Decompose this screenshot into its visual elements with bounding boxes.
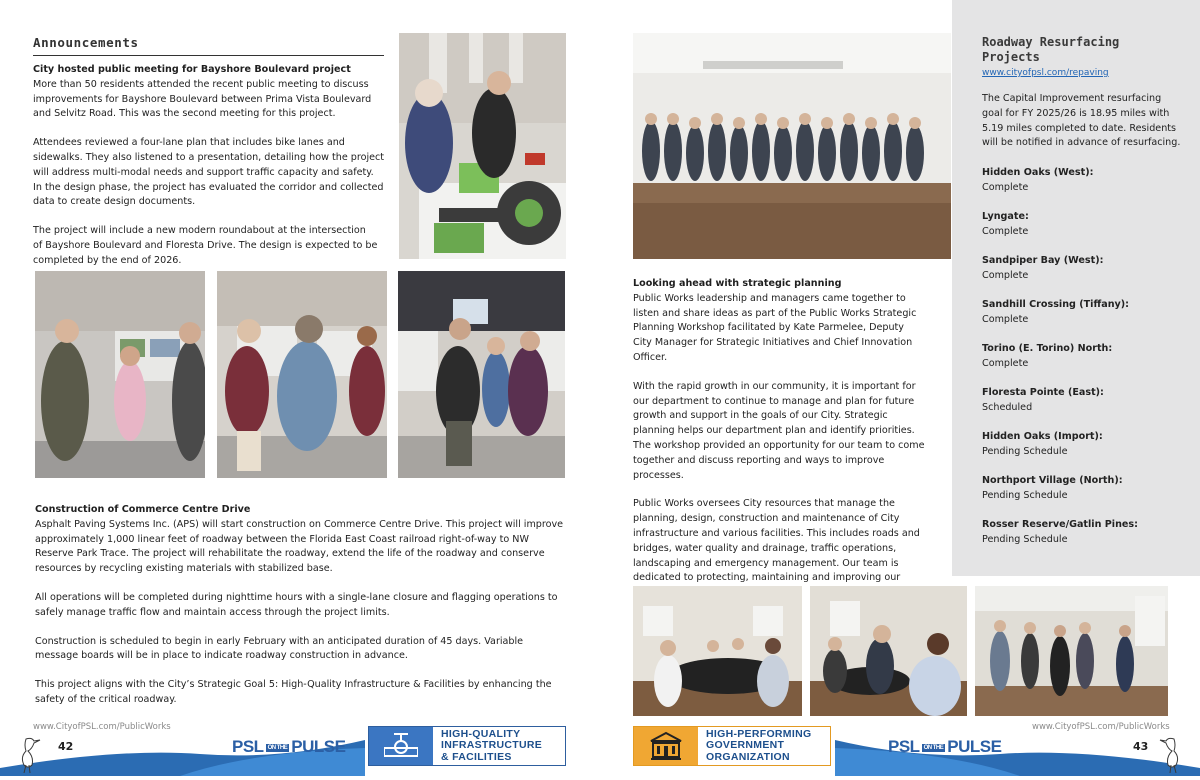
planning-heading: Looking ahead with strategic planning (633, 278, 842, 289)
photo-group-staff (633, 33, 951, 259)
section-rule (33, 55, 384, 56)
resurfacing-item-status: Complete (982, 314, 1029, 326)
resurfacing-item-name: Lyngate: (982, 211, 1029, 223)
photo-meeting-boards-3 (398, 271, 565, 478)
planning-para-2: With the rapid growth in our community, it is important for our department to continue to manage and plan for future growth and support in the goals of our City. Strategic planning helps our department plan and identify priorities. The workshop provided an opportunity for our team to come together and discuss reporting and ways to improve processes. (633, 380, 925, 481)
bayshore-para-2-line-5: data to create design documents. (33, 196, 196, 208)
goal-badge-infrastructure (368, 726, 566, 766)
photo-meeting-boards-2 (217, 271, 387, 478)
resurfacing-intro: The Capital Improvement resurfacing goal for FY 2025/26 is 18.95 miles with 5.19 miles completed to date. Residents will be notified in advance of resurfacing. (982, 93, 1181, 149)
commerce-heading: Construction of Commerce Centre Drive (35, 504, 251, 515)
resurfacing-list (982, 165, 1182, 547)
logo-on-the: ON THE (267, 744, 288, 751)
bayshore-para-2-line-3: will address multi-modal needs and support traffic capacity and safety. (33, 166, 374, 178)
resurfacing-item-status: Complete (982, 270, 1029, 282)
section-title-announcements: Announcements (33, 35, 139, 50)
badge-label-line-1: HIGH-QUALITY (441, 727, 521, 740)
resurfacing-item-name: Northport Village (North): (982, 475, 1123, 487)
photo-workshop-table-2 (810, 586, 967, 716)
resurfacing-item-name: Floresta Pointe (East): (982, 387, 1104, 399)
heron-icon (1158, 735, 1190, 773)
photo-roundabout-model (399, 33, 566, 259)
badge-label-line-3: & FACILITIES (441, 750, 512, 763)
resurfacing-item-name: Torino (E. Torino) North: (982, 343, 1113, 355)
resurfacing-item-status: Pending Schedule (982, 534, 1068, 546)
resurfacing-item-status: Pending Schedule (982, 446, 1068, 458)
goal-badge-government (633, 726, 831, 766)
badge-label-line-2: INFRASTRUCTURE (441, 739, 543, 752)
badge-label-line-3: ORGANIZATION (706, 750, 790, 763)
city-hall-icon (634, 727, 698, 765)
resurfacing-item (982, 253, 1182, 283)
page-number-right: 43 (1133, 740, 1149, 753)
resurfacing-item (982, 165, 1182, 195)
page-number-left: 42 (58, 740, 74, 753)
badge-label-line-2: GOVERNMENT (706, 739, 785, 752)
psl-pulse-logo-right (888, 737, 1001, 757)
bayshore-heading: City hosted public meeting for Bayshore Boulevard project (33, 64, 351, 75)
resurfacing-item (982, 341, 1182, 371)
bayshore-para-2-line-1: Attendees reviewed a four-lane plan that includes bike lanes and (33, 137, 345, 149)
footer-url-right[interactable]: www.CityofPSL.com/PublicWorks (1032, 722, 1170, 732)
resurfacing-item-name: Hidden Oaks (Import): (982, 431, 1103, 443)
logo-pulse: PULSE (291, 737, 346, 756)
commerce-para-4: This project aligns with the City’s Strategic Goal 5: High-Quality Infrastructure & Facilities by enhancing the safety of the critical roadway. (35, 679, 552, 705)
resurfacing-item-name: Rosser Reserve/Gatlin Pines: (982, 519, 1138, 531)
resurfacing-title: Roadway Resurfacing Projects (982, 35, 1120, 64)
photo-meeting-boards-1 (35, 271, 205, 478)
badge-label-infrastructure (433, 729, 542, 764)
bayshore-para-1: More than 50 residents attended the recent public meeting to discuss improvements for Bayshore Boulevard between Prima Vista Boulevard and Selvitz Road. This was the second meeting for this project. (33, 78, 372, 120)
resurfacing-item-name: Hidden Oaks (West): (982, 167, 1094, 179)
resurfacing-item (982, 297, 1182, 327)
resurfacing-item-status: Pending Schedule (982, 490, 1068, 502)
commerce-para-1: Asphalt Paving Systems Inc. (APS) will start construction on Commerce Centre Drive. This project will improve approximately 1,000 linear feet of roadway between the Florida East Coast railroad right-of-way to NW Reserve Park Trace. The project will rehabilitate the roadway, extend the life of the roadway and conserve resources by recycling existing materials with stabilized base. (35, 518, 564, 575)
resurfacing-item-name: Sandpiper Bay (West): (982, 255, 1104, 267)
valve-icon (369, 727, 433, 765)
resurfacing-item-status: Scheduled (982, 402, 1033, 414)
repaving-link[interactable]: www.cityofpsl.com/repaving (982, 68, 1109, 78)
resurfacing-item-status: Complete (982, 226, 1029, 238)
heron-icon (10, 735, 42, 773)
resurfacing-item (982, 473, 1182, 503)
resurfacing-item-status: Complete (982, 358, 1029, 370)
logo-pulse: PULSE (947, 737, 1002, 756)
bayshore-para-2-line-4: In the design phase, the project has evaluated the corridor and collected (33, 181, 384, 193)
resurfacing-item-status: Complete (982, 182, 1029, 194)
resurfacing-panel (982, 35, 1182, 547)
resurfacing-item (982, 429, 1182, 459)
photo-workshop-standing (975, 586, 1168, 716)
bayshore-para-3-line-3: completed by the end of 2026. (33, 254, 182, 266)
commerce-article (35, 503, 565, 708)
resurfacing-item (982, 385, 1182, 415)
photo-workshop-table-1 (633, 586, 802, 716)
bayshore-article (33, 63, 388, 269)
bayshore-para-3-line-2: of Bayshore Boulevard and Floresta Drive. The design is expected to be (33, 239, 378, 251)
psl-pulse-logo-left (232, 737, 345, 757)
bayshore-para-3-line-1: The project will include a new modern roundabout at the intersection (33, 225, 366, 237)
commerce-para-3: Construction is scheduled to begin in early February with an anticipated duration of 45 days. Variable message boards will be in place to indicate roadway construction in advance. (35, 635, 524, 662)
logo-psl: PSL (232, 737, 264, 756)
badge-label-line-1: HIGH-PERFORMING (706, 727, 812, 740)
logo-psl: PSL (888, 737, 920, 756)
commerce-para-2: All operations will be completed during nighttime hours with a single-lane closure and flagging operations to safely manage traffic flow and maintain access through the project limits. (35, 591, 558, 618)
planning-para-1: Public Works leadership and managers came together to listen and share ideas as part of the Public Works Strategic Planning Workshop facilitated by Kate Parmelee, Deputy City Manager for Strategic Initiatives and Chief Innovation Officer. (633, 292, 917, 363)
logo-on-the: ON THE (923, 744, 944, 751)
bayshore-para-2-line-2: sidewalks. They also listened to a presentation, detailing how the project (33, 151, 385, 163)
resurfacing-item-name: Sandhill Crossing (Tiffany): (982, 299, 1129, 311)
resurfacing-item (982, 209, 1182, 239)
planning-para-3: Public Works oversees City resources that manage the planning, design, construction and maintenance of City infrastructure and various facilities. This includes roads and bridges, water quality and drainage, traffic operations, landscaping and emergency management. Our team is dedicated to protecting, maintaining and improving our (633, 498, 920, 584)
footer-url-left[interactable]: www.CityofPSL.com/PublicWorks (33, 722, 171, 732)
resurfacing-item (982, 517, 1182, 547)
badge-label-government (698, 729, 811, 764)
planning-article (633, 277, 925, 601)
